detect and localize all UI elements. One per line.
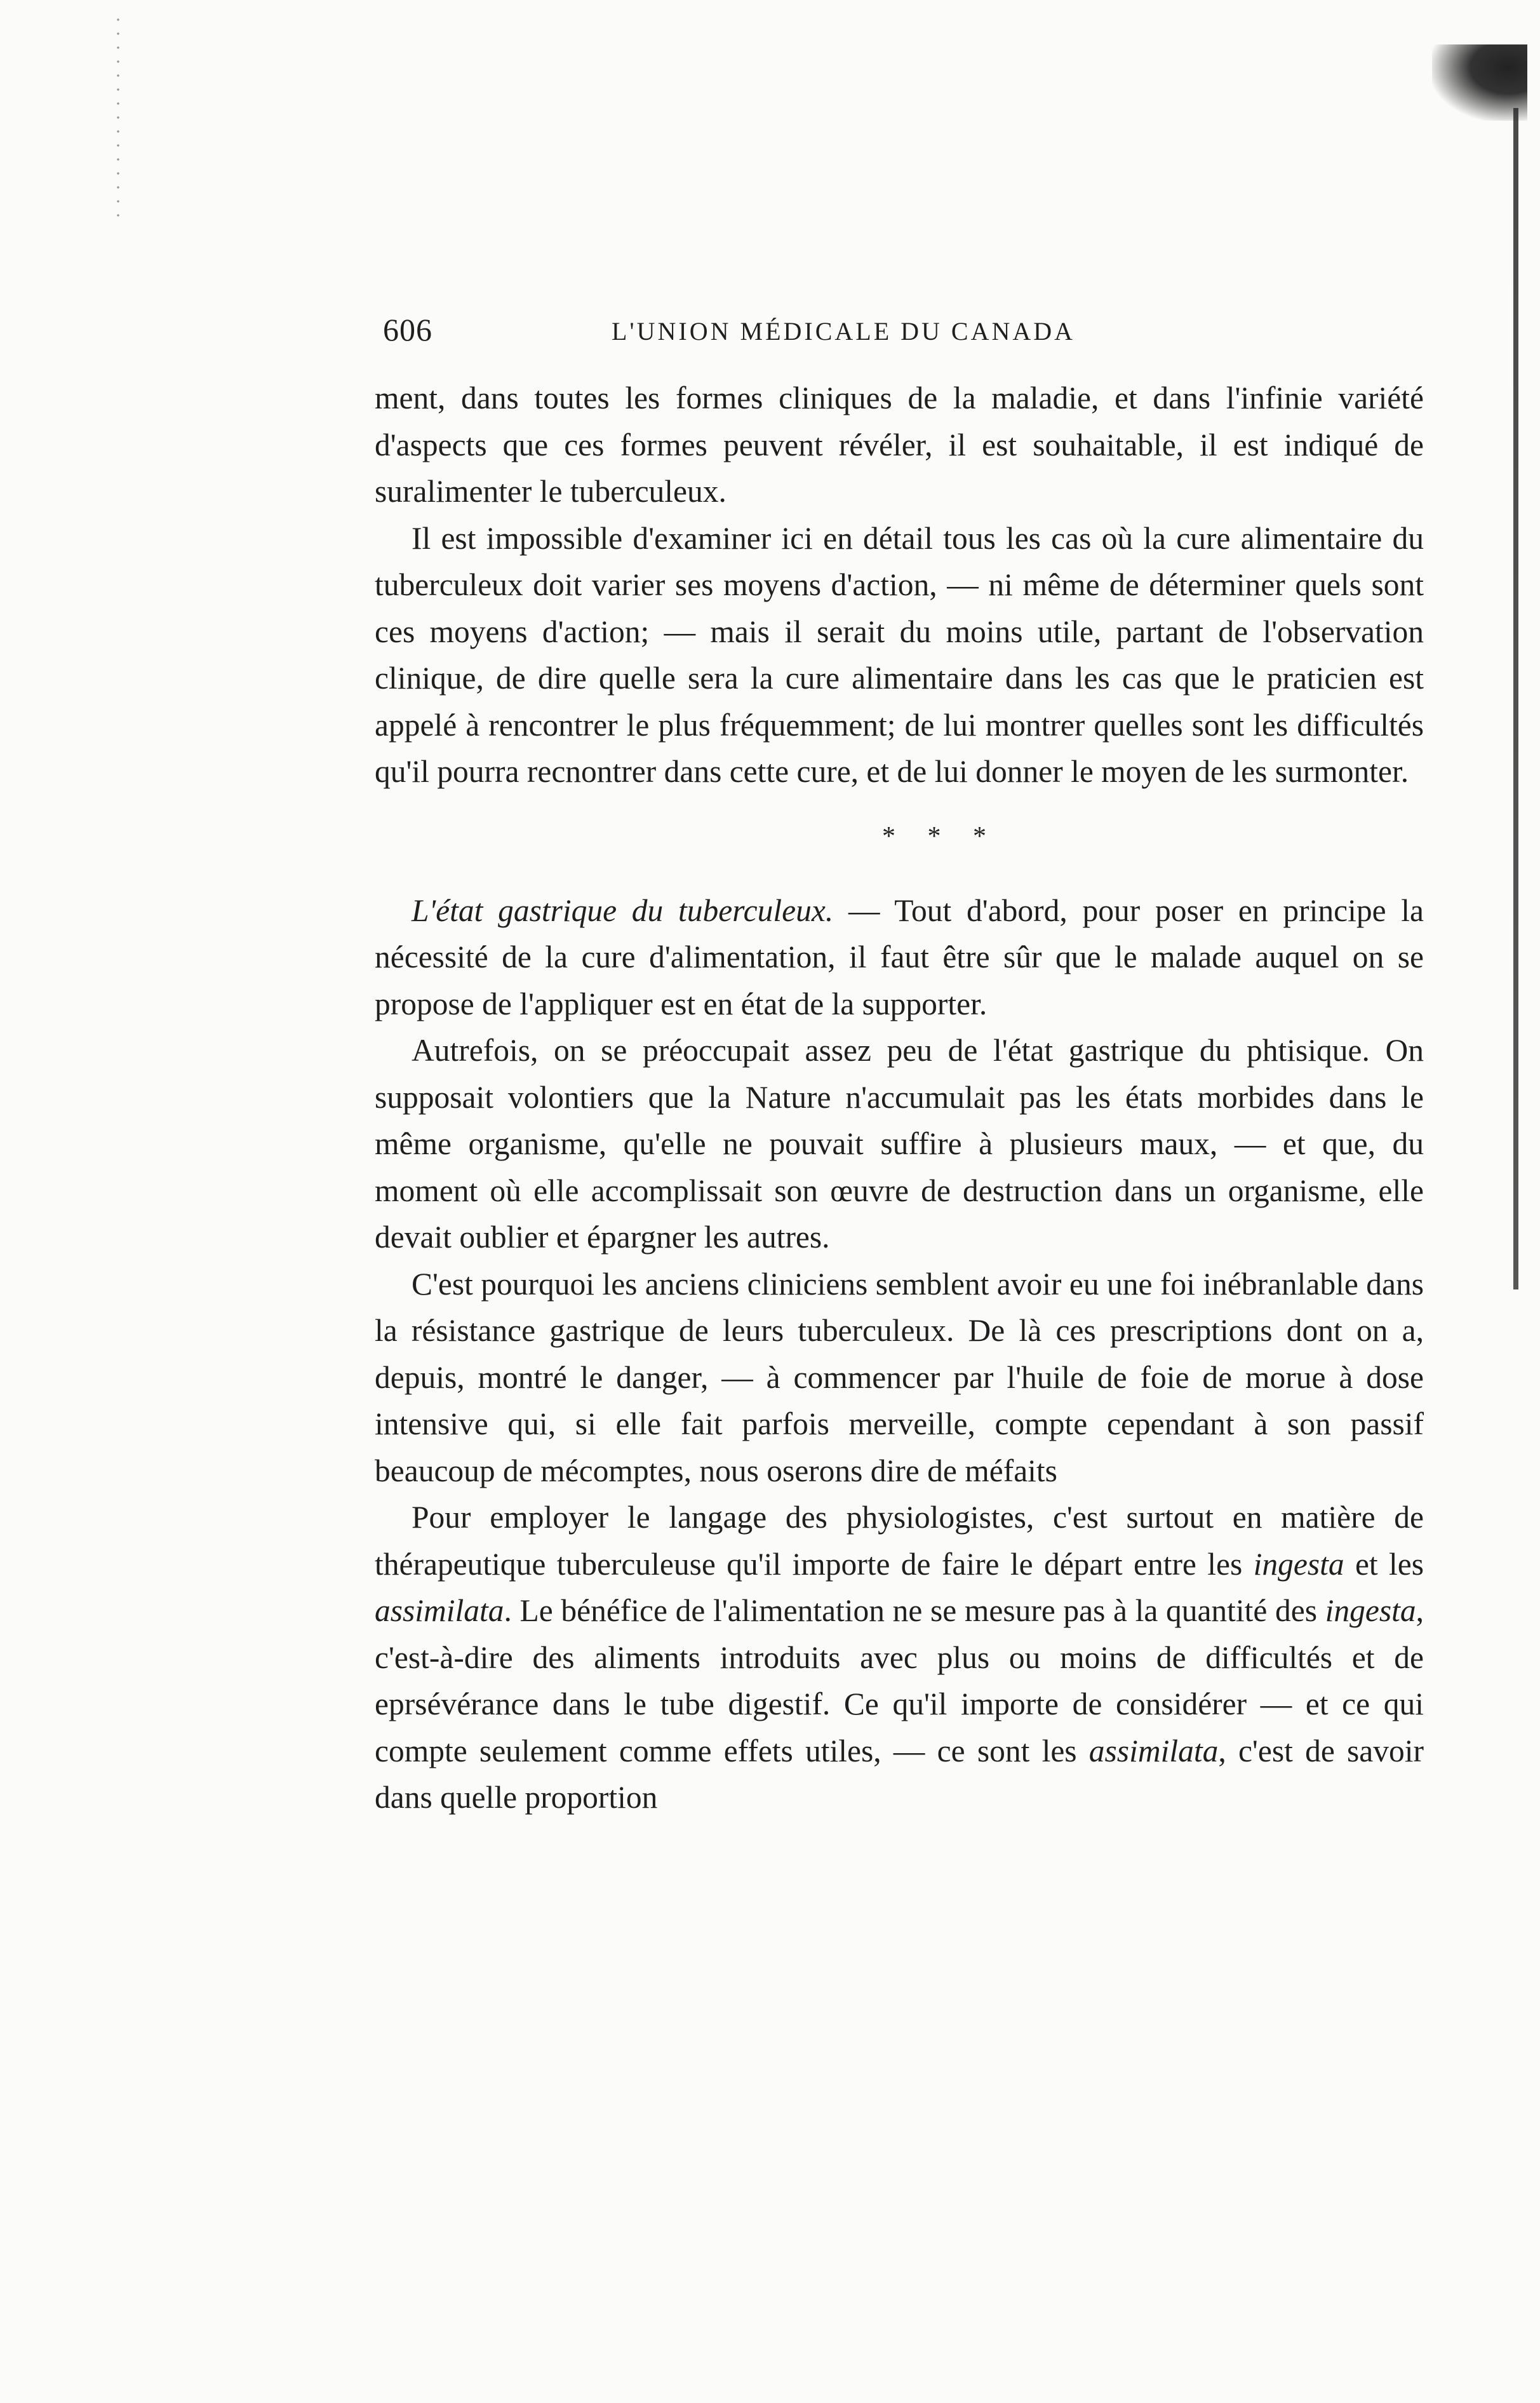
section-separator: * * *: [882, 821, 999, 851]
term-ingesta: ingesta: [1253, 1546, 1344, 1582]
paragraph-3: [375, 887, 1424, 1028]
paragraph-6-text-a: Pour employer le langage des physiologistes, c'est surtout en matière de thérapeutique tuberculeuse qu'il importe de faire le départ entre les: [375, 1500, 1424, 1582]
paragraph-6: [375, 1494, 1424, 1821]
paragraph-3-text: — Tout d'abord, pour poser en principe la nécessité de la cure d'alimentation, il faut être sûr que le malade auquel on se propose de l'appliquer est en état de la supporter.: [375, 892, 1424, 1021]
section-heading: L'état gastrique du tuberculeux.: [412, 892, 834, 928]
scan-edge-mark: [1513, 108, 1518, 1289]
page-header: [383, 311, 1431, 356]
paragraph-6-text-c: . Le bénéfice de l'alimentation ne se mesure pas à la quantité des: [504, 1593, 1325, 1628]
paragraph-4: Autrefois, on se préoccupait assez peu de l'état gastrique du phtisique. On supposait volontiers que la Nature n'accumulait pas les états morbides dans le même organisme, qu'elle ne pouvait suffire à plusieurs maux, — et que, du moment où elle accomplissait son œuvre de destruction dans un organisme, elle devait oublier et épargner les autres.: [375, 1033, 1424, 1255]
term-assimilata-2: assimilata: [1088, 1733, 1219, 1768]
paragraph-5: C'est pourquoi les anciens cliniciens semblent avoir eu une foi inébranlable dans la résistance gastrique de leurs tuberculeux. De là ces prescriptions dont on a, depuis, montré le danger, — à commencer par l'huile de foie de morue à dose intensive qui, si elle fait parfois merveille, compte cependant à son passif beaucoup de mécomptes, nous oserons dire de méfaits: [375, 1266, 1424, 1488]
term-ingesta-2: ingesta: [1325, 1593, 1416, 1628]
paragraph-6-text-d: , c'est-à-dire des aliments introduits avec plus ou moins de difficultés et de eprsévérance dans le tube digestif. Ce qu'il importe de considérer — et ce qui compte seulement comme effets utiles, — ce sont les: [375, 1593, 1424, 1768]
paragraph-2: Il est impossible d'examiner ici en détail tous les cas où la cure alimentaire du tuberculeux doit varier ses moyens d'action, — ni même de déterminer quels sont ces moyens d'action; — mais il serait du moins utile, partant de l'observation clinique, de dire quelle sera la cure alimentaire dans les cas que le praticien est appelé à rencontrer le plus fréquemment; de lui montrer quelles sont les difficultés qu'il pourra recnontrer dans cette cure, et de lui donner le moyen de les surmonter.: [375, 520, 1424, 789]
running-title: L'UNION MÉDICALE DU CANADA: [612, 317, 1076, 346]
scan-dots-mark: [116, 13, 120, 222]
paragraph-6-text-b: et les: [1344, 1546, 1424, 1582]
paragraph-6-text-e: , c'est de savoir dans quelle proportion: [375, 1733, 1424, 1815]
paragraph-1: ment, dans toutes les formes cliniques de la maladie, et dans l'infinie variété d'aspects que ces formes peuvent révéler, il est souhaitable, il est indiqué de suralimenter le tuberculeux.: [375, 380, 1424, 509]
body-text: [375, 375, 1424, 1821]
page-number: 606: [383, 312, 432, 347]
term-assimilata: assimilata: [375, 1593, 504, 1628]
